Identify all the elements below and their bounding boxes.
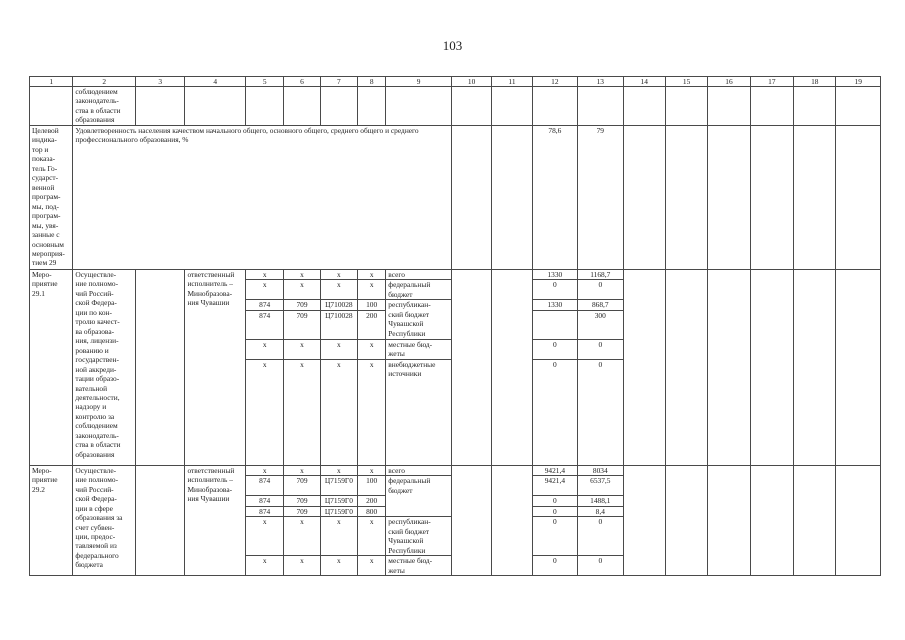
m291-r3-c8: 200	[358, 310, 386, 339]
header-row	[30, 77, 881, 87]
m291-r5-c7: х	[320, 359, 357, 465]
m292-r1-c8: 100	[358, 476, 386, 496]
header-cell: 19	[836, 77, 881, 87]
m292-r1-v12: 9421,4	[532, 476, 577, 496]
m291-r4-c6: х	[284, 339, 320, 359]
m292-r2-c8: 200	[358, 496, 386, 506]
header-cell: 1	[30, 77, 73, 87]
page-number: 103	[442, 38, 463, 53]
header-cell: 17	[750, 77, 793, 87]
m292-r5-c7: х	[320, 556, 357, 576]
m291-r1-c6: х	[284, 280, 320, 300]
m292-r2-v12: 0	[532, 496, 577, 506]
m291-r0-v13: 1168,7	[578, 269, 623, 279]
m291-r4-v12: 0	[532, 339, 577, 359]
m291-r3-c7: Ц710028	[320, 310, 357, 339]
m291-r3-v13: 300	[578, 310, 623, 339]
m291-r1-c7: х	[320, 280, 357, 300]
header-cell: 3	[135, 77, 184, 87]
header-cell: 4	[185, 77, 246, 87]
m292-r2-c5: 874	[246, 496, 284, 506]
header-cell: 16	[708, 77, 750, 87]
m291-r1-c8: х	[358, 280, 386, 300]
m291-r1-v13: 0	[578, 280, 623, 300]
m291-r3-v12	[532, 310, 577, 339]
m291-r2-v13: 868,7	[578, 300, 623, 310]
m292-r4-c7: х	[320, 517, 357, 556]
m291-r5-c5: х	[246, 359, 284, 465]
header-cell: 15	[665, 77, 707, 87]
continuation-row	[30, 87, 881, 126]
m291-r0-v12: 1330	[532, 269, 577, 279]
header-cell: 5	[246, 77, 284, 87]
m291-r1-v12: 0	[532, 280, 577, 300]
indicator-text: Удовлетворенность населения качеством начального общего, основного общего, среднего общего и среднего профессионального образования, %	[73, 125, 452, 269]
header-cell: 7	[320, 77, 357, 87]
m292-r2-v13: 1488,1	[578, 496, 623, 506]
m292-r0-c6: х	[284, 465, 320, 475]
m292-r4-source: республикан- ский бюджет Чувашской Республики	[386, 517, 452, 556]
m291-r4-c8: х	[358, 339, 386, 359]
header-cell: 8	[358, 77, 386, 87]
header-cell: 18	[794, 77, 836, 87]
m291-title: Осуществле- ние полномо- чий Россий- ской Федера- ции по кон- тролю качест- ва образова- ния, лицензи- рованию и государствен- ной аккреди- тации образо- вательной деятельности, надзору и контролю за соблюдением законодатель- ства в области образования	[73, 269, 136, 465]
m291-r5-c8: х	[358, 359, 386, 465]
m291-r2-c5: 874	[246, 300, 284, 310]
m292-r1-source: федеральный бюджет	[386, 476, 452, 517]
m292-r2-c6: 709	[284, 496, 320, 506]
m292-r4-c6: х	[284, 517, 320, 556]
m292-r4-v13: 0	[578, 517, 623, 556]
m292-r5-v12: 0	[532, 556, 577, 576]
m291-label: Меро- приятие 29.1	[30, 269, 73, 465]
m291-r2-c7: Ц710028	[320, 300, 357, 310]
header-cell: 9	[386, 77, 452, 87]
m291-r1-c5: х	[246, 280, 284, 300]
m292-r3-v12: 0	[532, 506, 577, 516]
m291-r0-source: всего	[386, 269, 452, 279]
m291-r3-c5: 874	[246, 310, 284, 339]
m292-r3-c8: 800	[358, 506, 386, 516]
header-cell: 13	[578, 77, 623, 87]
m292-r0-c7: х	[320, 465, 357, 475]
m292-label: Меро- приятие 29.2	[30, 465, 73, 575]
m291-r5-source: внебюджетные источники	[386, 359, 452, 465]
header-cell: 2	[73, 77, 136, 87]
m292-r5-c8: х	[358, 556, 386, 576]
continuation-text: соблюдением законодатель- ства в области образования	[73, 87, 136, 126]
m291-r5-v12: 0	[532, 359, 577, 465]
m292-r4-c5: х	[246, 517, 284, 556]
m292-r3-c7: Ц7159Г0	[320, 506, 357, 516]
header-cell: 10	[451, 77, 491, 87]
m292-r3-c6: 709	[284, 506, 320, 516]
m291-r4-v13: 0	[578, 339, 623, 359]
m292-r4-c8: х	[358, 517, 386, 556]
m291-r4-c7: х	[320, 339, 357, 359]
header-cell: 14	[623, 77, 665, 87]
m292-r0-c5: х	[246, 465, 284, 475]
m292-r5-c5: х	[246, 556, 284, 576]
m292-r1-c5: 874	[246, 476, 284, 496]
m291-r5-c6: х	[284, 359, 320, 465]
header-cell: 11	[492, 77, 532, 87]
m291-r4-source: местные бюд- жеты	[386, 339, 452, 359]
indicator-row	[30, 125, 881, 269]
m292-r5-c6: х	[284, 556, 320, 576]
m291-r3-c6: 709	[284, 310, 320, 339]
header-cell: 12	[532, 77, 577, 87]
indicator-label: Целевой индика- тор и показа- тель Го- сударст- венной програм- мы, под- програм- мы, увя- занные с основным мероприя- тием 29	[30, 125, 73, 269]
m292-r4-v12: 0	[532, 517, 577, 556]
m291-r0-c6: х	[284, 269, 320, 279]
m291-executor: ответственный исполнитель – Минобразова- ния Чувашии	[185, 269, 246, 465]
m291-r0-c7: х	[320, 269, 357, 279]
budget-table	[29, 76, 881, 576]
m292-r1-c7: Ц7159Г0	[320, 476, 357, 496]
m291-r4-c5: х	[246, 339, 284, 359]
m292-r3-c5: 874	[246, 506, 284, 516]
indicator-value-12: 78,6	[532, 125, 577, 269]
m292-r1-v13: 6537,5	[578, 476, 623, 496]
m292-r5-source: местные бюд- жеты	[386, 556, 452, 576]
indicator-value-13: 79	[578, 125, 623, 269]
m291-r2-source: республикан- ский бюджет Чувашской Республики	[386, 300, 452, 339]
m292-r0-v13: 8034	[578, 465, 623, 475]
m291-r2-c8: 100	[358, 300, 386, 310]
m291-r2-c6: 709	[284, 300, 320, 310]
m292-executor: ответственный исполнитель – Минобразова- ния Чувашии	[185, 465, 246, 575]
m292-title: Осуществле- ние полномо- чий Россий- ской Федера- ции в сфере образования за счет субвен- ции, предос- тавляемой из федерального бюджета	[73, 465, 136, 575]
m291-r5-v13: 0	[578, 359, 623, 465]
m292-r0-c8: х	[358, 465, 386, 475]
m291-r0-c5: х	[246, 269, 284, 279]
m291-r0-c8: х	[358, 269, 386, 279]
m291-row	[30, 269, 881, 279]
m292-r0-source: всего	[386, 465, 452, 475]
header-cell: 6	[284, 77, 320, 87]
m292-r5-v13: 0	[578, 556, 623, 576]
m292-r0-v12: 9421,4	[532, 465, 577, 475]
m291-r1-source: федеральный бюджет	[386, 280, 452, 300]
m292-row	[30, 465, 881, 475]
m292-r3-v13: 8,4	[578, 506, 623, 516]
m291-r2-v12: 1330	[532, 300, 577, 310]
m292-r2-c7: Ц7159Г0	[320, 496, 357, 506]
m292-r1-c6: 709	[284, 476, 320, 496]
